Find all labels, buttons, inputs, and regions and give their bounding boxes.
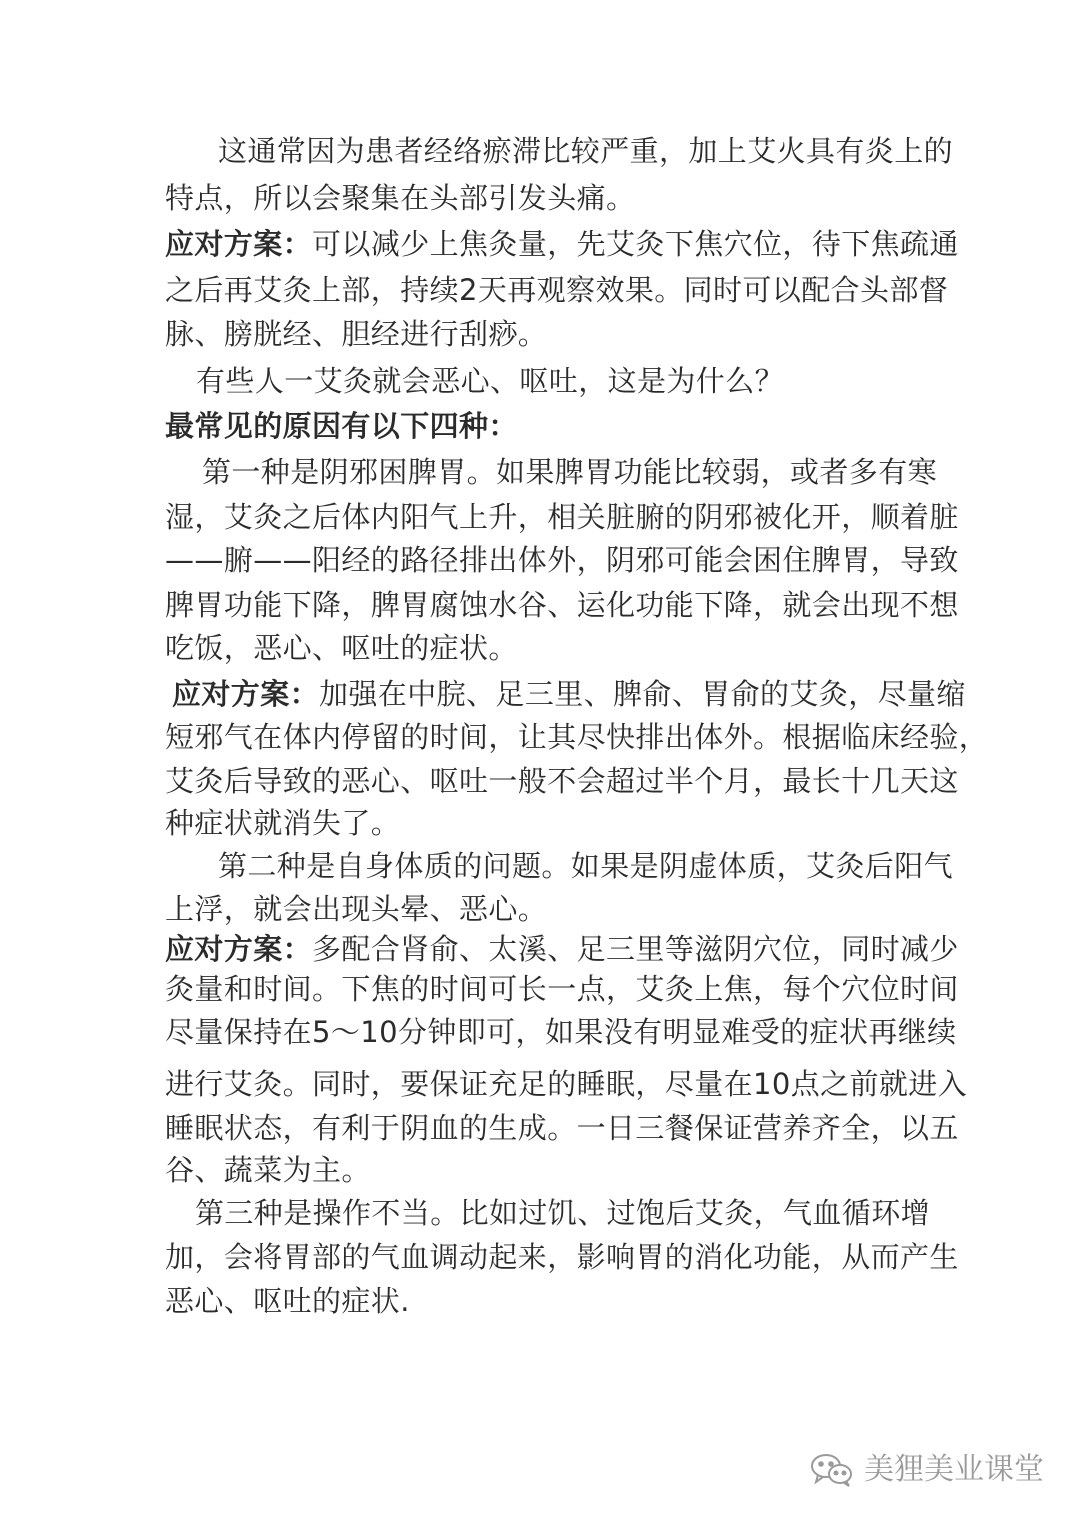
paragraph-1-line-1: 这通常因为患者经络瘀滞比较严重，加上艾火具有炎上的 (218, 134, 954, 168)
reason-3-line-3: 恶心、呕吐的症状. (165, 1284, 410, 1318)
solution-2-line-2: 短邪气在体内停留的时间，让其尽快排出体外。根据临床经验， (165, 720, 989, 754)
reason-1-line-2: 湿，艾灸之后体内阳气上升，相关脏腑的阴邪被化开，顺着脏 (165, 500, 959, 534)
reason-1-line-5: 吃饭，恶心、呕吐的症状。 (165, 631, 518, 665)
reason-1-line-1: 第一种是阴邪困脾胃。如果脾胃功能比较弱，或者多有寒 (202, 455, 938, 489)
solution-label: 应对方案： (165, 932, 313, 966)
solution-3-line-3: 尽量保持在5～10分钟即可，如果没有明显难受的症状再继续 (165, 1015, 957, 1049)
wechat-icon (810, 1452, 854, 1488)
paragraph-1-line-2: 特点，所以会聚集在头部引发头痛。 (165, 181, 636, 215)
reason-2-line-2: 上浮，就会出现头晕、恶心。 (165, 892, 548, 926)
reason-3-line-1: 第三种是操作不当。比如过饥、过饱后艾灸，气血循环增 (195, 1196, 931, 1230)
solution-1-line-2: 之后再艾灸上部，持续2天再观察效果。同时可以配合头部督 (165, 273, 949, 307)
question-heading: 有些人一艾灸就会恶心、呕吐，这是为什么？ (196, 364, 785, 398)
solution-2-line-4: 种症状就消失了。 (165, 806, 401, 840)
solution-3-line-2: 灸量和时间。下焦的时间可长一点，艾灸上焦，每个穴位时间 (165, 972, 959, 1006)
reason-3-line-2: 加，会将胃部的气血调动起来，影响胃的消化功能，从而产生 (165, 1240, 959, 1274)
solution-1-line-1: 应对方案：可以减少上焦灸量，先艾灸下焦穴位，待下焦疏通 (165, 227, 959, 261)
solution-label: 应对方案： (172, 677, 320, 711)
solution-3-line-1: 应对方案：多配合肾俞、太溪、足三里等滋阴穴位，同时减少 (165, 932, 959, 966)
solution-3-line-5: 睡眠状态，有利于阴血的生成。一日三餐保证营养齐全，以五 (165, 1111, 959, 1145)
reason-1-line-4: 脾胃功能下降，脾胃腐蚀水谷、运化功能下降，就会出现不想 (165, 588, 959, 622)
reasons-heading: 最常见的原因有以下四种： (165, 409, 518, 443)
solution-2-line-3: 艾灸后导致的恶心、呕吐一般不会超过半个月，最长十几天这 (165, 764, 959, 798)
reason-2-line-1: 第二种是自身体质的问题。如果是阴虚体质，艾灸后阳气 (218, 849, 954, 883)
watermark-text: 美狸美业课堂 (864, 1452, 1044, 1487)
reason-1-line-3: ——腑——阳经的路径排出体外，阴邪可能会困住脾胃，导致 (165, 543, 959, 577)
solution-label: 应对方案： (165, 227, 313, 261)
solution-2-line-1: 应对方案：加强在中脘、足三里、脾俞、胃俞的艾灸，尽量缩 (172, 677, 966, 711)
solution-1-line-3: 脉、膀胱经、胆经进行刮痧。 (165, 317, 548, 351)
solution-3-line-6: 谷、蔬菜为主。 (165, 1153, 371, 1187)
watermark (810, 1450, 1044, 1490)
solution-3-line-4: 进行艾灸。同时，要保证充足的睡眠，尽量在10点之前就进入 (165, 1067, 968, 1101)
